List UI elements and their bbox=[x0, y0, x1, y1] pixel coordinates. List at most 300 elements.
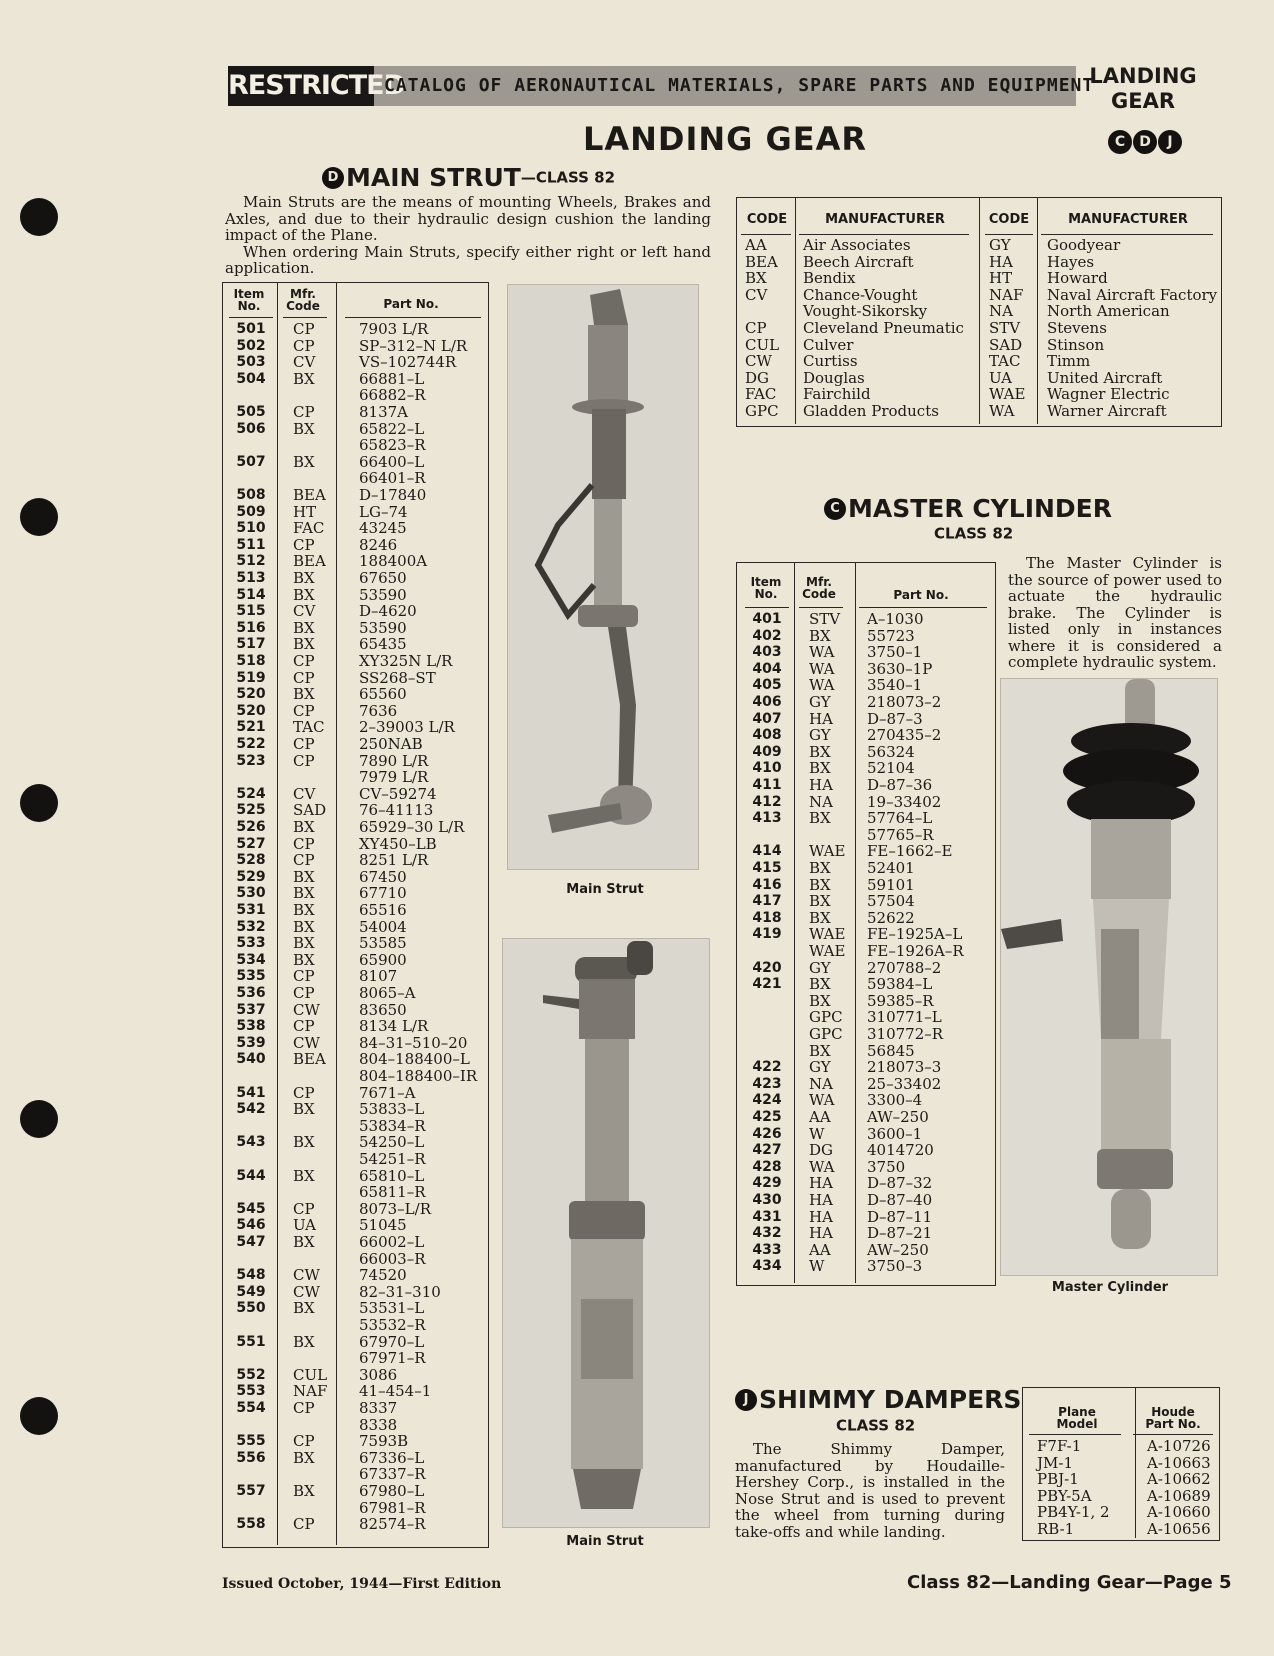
part-number: 270435–2 bbox=[867, 726, 942, 745]
item-number: 508 bbox=[236, 487, 266, 503]
col-header-code: CODE bbox=[988, 212, 1030, 227]
part-number: 3540–1 bbox=[867, 676, 923, 695]
part-number: AW–250 bbox=[867, 1240, 929, 1259]
table-row bbox=[737, 320, 1221, 337]
part-number: 43245 bbox=[359, 519, 407, 538]
code: HT bbox=[989, 269, 1013, 288]
part-number: 310771–L bbox=[867, 1008, 942, 1027]
table-row bbox=[223, 1035, 488, 1052]
item-number: 422 bbox=[752, 1059, 782, 1076]
item-number: 510 bbox=[236, 520, 266, 537]
part-number: D–87–21 bbox=[867, 1224, 933, 1243]
table-row bbox=[737, 794, 995, 811]
code: NA bbox=[989, 302, 1013, 321]
header-rule bbox=[345, 317, 481, 318]
item-number: 427 bbox=[752, 1142, 782, 1159]
table-row bbox=[737, 860, 995, 877]
mfr-code: CW bbox=[293, 1033, 320, 1052]
item-number: 543 bbox=[236, 1134, 266, 1151]
section-label-line2: GEAR bbox=[1110, 89, 1175, 113]
mfr-code: DG bbox=[809, 1141, 834, 1160]
part-number: 67980–L bbox=[359, 1482, 425, 1500]
table-row bbox=[737, 1043, 995, 1060]
section-label bbox=[1088, 64, 1198, 114]
table-row bbox=[223, 902, 488, 919]
item-number: 431 bbox=[752, 1208, 782, 1225]
item-number: 423 bbox=[752, 1075, 782, 1092]
table-row bbox=[737, 744, 995, 761]
section-title: SHIMMY DAMPERS bbox=[759, 1385, 1022, 1414]
mfr-code: CP bbox=[293, 834, 315, 853]
table-row bbox=[737, 370, 1221, 387]
manufacturer-name: Culver bbox=[803, 335, 854, 354]
col-header-mfr: Mfr. Code bbox=[286, 287, 320, 313]
houde-part-number: A-10689 bbox=[1147, 1486, 1211, 1505]
part-number: 55723 bbox=[867, 626, 915, 645]
mfr-code: WA bbox=[809, 659, 835, 678]
table-row bbox=[737, 353, 1221, 370]
table-row bbox=[223, 1383, 488, 1400]
mfr-code: CP bbox=[293, 851, 315, 870]
item-number: 534 bbox=[236, 951, 266, 968]
item-number: 529 bbox=[236, 868, 266, 885]
part-number: 59101 bbox=[867, 875, 915, 894]
code: GY bbox=[989, 236, 1011, 254]
mfr-code: HA bbox=[809, 1224, 833, 1243]
item-number: 519 bbox=[236, 669, 266, 686]
table-row bbox=[737, 386, 1221, 403]
part-number: 82–31–310 bbox=[359, 1282, 441, 1301]
part-number: 66401–R bbox=[359, 469, 426, 488]
part-number: 3086 bbox=[359, 1365, 398, 1384]
mfr-code: CP bbox=[293, 403, 315, 421]
table-row bbox=[223, 819, 488, 836]
footer-issued: Issued October, 1944—First Edition bbox=[222, 1576, 502, 1592]
part-number: 57504 bbox=[867, 892, 915, 911]
plane-model: PBY-5A bbox=[1037, 1486, 1092, 1505]
section-class: —CLASS 82 bbox=[520, 168, 616, 187]
mfr-code: BEA bbox=[293, 486, 326, 504]
item-number: 535 bbox=[236, 968, 266, 985]
page-title: LANDING GEAR bbox=[582, 120, 868, 158]
part-number: 7593B bbox=[359, 1432, 409, 1451]
mfr-code: BX bbox=[809, 742, 831, 761]
main-strut-description bbox=[225, 194, 711, 277]
part-number: 7890 L/R bbox=[359, 751, 429, 770]
header-rule bbox=[799, 607, 843, 608]
mfr-code: BX bbox=[293, 950, 315, 969]
code: UA bbox=[989, 368, 1013, 387]
part-number: 53833–L bbox=[359, 1100, 425, 1119]
mfr-code: CP bbox=[293, 1083, 315, 1102]
item-number: 414 bbox=[752, 843, 782, 860]
item-number: 516 bbox=[236, 619, 266, 636]
part-number: 65560 bbox=[359, 685, 407, 704]
manufacturer-name: Cleveland Pneumatic bbox=[803, 319, 964, 337]
mfr-code: GY bbox=[809, 693, 831, 711]
section-label-line1: LANDING bbox=[1089, 64, 1197, 88]
manufacturer-name: Timm bbox=[1047, 352, 1091, 371]
manufacturer-name: Vought-Sikorsky bbox=[803, 302, 928, 321]
mfr-code: HA bbox=[809, 1207, 833, 1226]
item-number: 433 bbox=[752, 1241, 782, 1258]
part-number: 83650 bbox=[359, 1000, 407, 1019]
item-number: 421 bbox=[752, 976, 782, 993]
item-number: 408 bbox=[752, 727, 782, 744]
main-strut-caption-2: Main Strut bbox=[566, 1534, 644, 1549]
header-rule bbox=[1041, 234, 1213, 235]
table-row bbox=[223, 670, 488, 687]
code: CV bbox=[745, 285, 768, 304]
part-number: 218073–3 bbox=[867, 1058, 942, 1077]
part-number: 3630–1P bbox=[867, 659, 933, 678]
item-number: 425 bbox=[752, 1109, 782, 1125]
item-number: 554 bbox=[236, 1400, 266, 1416]
item-number: 512 bbox=[236, 553, 266, 570]
table-row bbox=[223, 1267, 488, 1284]
table-row bbox=[737, 1192, 995, 1209]
part-number: 2–39003 L/R bbox=[359, 718, 455, 737]
mfr-code: BX bbox=[293, 419, 315, 438]
item-number: 515 bbox=[236, 603, 266, 620]
table-row bbox=[737, 893, 995, 910]
table-row bbox=[737, 1059, 995, 1076]
table-row bbox=[737, 1026, 995, 1043]
cylinder-illustration bbox=[1001, 679, 1217, 1275]
item-number: 430 bbox=[752, 1192, 782, 1208]
part-number: 52622 bbox=[867, 908, 915, 927]
mfr-code: GY bbox=[809, 1058, 831, 1077]
table-row bbox=[223, 454, 488, 471]
table-row bbox=[223, 620, 488, 637]
item-number: 521 bbox=[236, 719, 266, 736]
table-row bbox=[737, 403, 1221, 420]
item-number: 520 bbox=[236, 686, 266, 703]
code: GPC bbox=[745, 402, 779, 420]
table-row bbox=[223, 919, 488, 936]
code: AA bbox=[745, 236, 767, 254]
mfr-code: CV bbox=[293, 353, 316, 372]
table-row bbox=[737, 1109, 995, 1126]
table-row bbox=[223, 587, 488, 604]
table-row bbox=[223, 769, 488, 786]
mfr-code: HA bbox=[809, 709, 833, 728]
table-row bbox=[223, 1201, 488, 1218]
part-number: 66882–R bbox=[359, 386, 426, 405]
part-number: FE–1662–E bbox=[867, 842, 953, 861]
code: CP bbox=[745, 319, 767, 337]
item-number: 406 bbox=[752, 694, 782, 710]
item-number: 531 bbox=[236, 902, 266, 918]
table-row bbox=[223, 1350, 488, 1367]
table-row bbox=[737, 810, 995, 827]
part-number: 7903 L/R bbox=[359, 320, 429, 338]
mfr-code: BX bbox=[809, 809, 831, 828]
table-row bbox=[223, 371, 488, 388]
mfr-code: CV bbox=[293, 602, 316, 621]
table-row bbox=[223, 1018, 488, 1035]
table-row bbox=[223, 470, 488, 487]
shimmy-dampers-class bbox=[836, 1415, 915, 1435]
mfr-code: WAE bbox=[809, 925, 846, 944]
mfr-code: BX bbox=[293, 569, 315, 587]
col-header-part: Part No. bbox=[383, 297, 439, 311]
header-rule bbox=[1029, 1434, 1121, 1435]
strut-illustration bbox=[503, 939, 709, 1527]
mfr-code: BX bbox=[293, 618, 315, 637]
mfr-code: W bbox=[809, 1124, 825, 1143]
item-number: 509 bbox=[236, 503, 266, 520]
houde-part-number: A-10662 bbox=[1147, 1470, 1211, 1489]
item-number: 402 bbox=[752, 627, 782, 644]
item-number: 542 bbox=[236, 1101, 266, 1118]
table-row bbox=[223, 968, 488, 985]
item-number: 503 bbox=[236, 354, 266, 371]
table-row bbox=[737, 943, 995, 960]
table-row bbox=[223, 636, 488, 653]
code: HA bbox=[989, 252, 1013, 271]
table-row bbox=[223, 1433, 488, 1450]
table-row bbox=[223, 387, 488, 404]
section-title: MASTER CYLINDER bbox=[848, 494, 1113, 523]
item-number: 426 bbox=[752, 1125, 782, 1142]
table-row bbox=[737, 628, 995, 645]
item-number: 424 bbox=[752, 1092, 782, 1109]
item-number: 527 bbox=[236, 835, 266, 852]
part-number: 8251 L/R bbox=[359, 851, 429, 870]
item-number: 416 bbox=[752, 876, 782, 893]
mfr-code: CP bbox=[293, 336, 315, 355]
binder-hole bbox=[20, 1397, 58, 1435]
mfr-code: BX bbox=[293, 1166, 315, 1185]
mfr-code: HA bbox=[809, 776, 833, 794]
code: NAF bbox=[989, 285, 1024, 304]
item-number: 514 bbox=[236, 586, 266, 603]
master-cylinder-heading bbox=[824, 494, 1112, 523]
table-row bbox=[223, 570, 488, 587]
header-rule bbox=[859, 607, 987, 608]
main-strut-caption-1: Main Strut bbox=[566, 882, 644, 897]
item-number: 404 bbox=[752, 660, 782, 677]
table-row bbox=[223, 869, 488, 886]
table-row bbox=[223, 520, 488, 537]
table-row bbox=[223, 504, 488, 521]
mfr-code: WA bbox=[809, 1157, 835, 1176]
table-row bbox=[223, 1284, 488, 1301]
mfr-code: WAE bbox=[809, 842, 846, 861]
master-cylinder-photo bbox=[1000, 678, 1218, 1276]
code: FAC bbox=[745, 385, 777, 404]
manufacturer-name: Warner Aircraft bbox=[1047, 402, 1167, 420]
mfr-code: NA bbox=[809, 792, 833, 811]
part-number: 66400–L bbox=[359, 452, 425, 471]
part-number: 59385–R bbox=[867, 991, 934, 1010]
mfr-code: BX bbox=[293, 917, 315, 936]
item-number: 523 bbox=[236, 752, 266, 769]
item-number: 550 bbox=[236, 1300, 266, 1317]
code: STV bbox=[989, 319, 1021, 337]
table-row bbox=[223, 753, 488, 770]
part-number: D–87–3 bbox=[867, 709, 923, 728]
table-row bbox=[223, 354, 488, 371]
part-number: D–87–11 bbox=[867, 1207, 933, 1226]
description-paragraph: Main Struts are the means of mounting Wheels, Brakes and Axles, and due to their hydraulic design cushion the landing impact of the Plane. bbox=[225, 193, 711, 244]
part-number: 270788–2 bbox=[867, 958, 942, 977]
part-number: 3750–3 bbox=[867, 1257, 923, 1276]
table-row bbox=[1023, 1504, 1219, 1521]
table-row bbox=[223, 1101, 488, 1118]
table-row bbox=[223, 1400, 488, 1417]
mfr-code: STV bbox=[809, 610, 841, 628]
table-row bbox=[737, 1175, 995, 1192]
table-row bbox=[737, 237, 1221, 254]
part-number: 53532–R bbox=[359, 1316, 426, 1334]
item-number: 541 bbox=[236, 1084, 266, 1101]
part-number: 65823–R bbox=[359, 436, 426, 455]
table-row bbox=[223, 1151, 488, 1168]
manufacturer-name: Goodyear bbox=[1047, 236, 1121, 254]
code: BX bbox=[745, 269, 767, 288]
table-row bbox=[737, 1225, 995, 1242]
table-row bbox=[223, 1168, 488, 1185]
mfr-code: CW bbox=[293, 1000, 320, 1019]
binder-hole bbox=[20, 1100, 58, 1138]
part-number: SP–312–N L/R bbox=[359, 336, 468, 355]
table-row bbox=[223, 935, 488, 952]
mfr-code: CP bbox=[293, 1515, 315, 1534]
part-number: AW–250 bbox=[867, 1108, 929, 1126]
table-row bbox=[737, 611, 995, 628]
mfr-code: UA bbox=[293, 1216, 317, 1235]
manufacturer-name: Air Associates bbox=[803, 236, 911, 254]
table-row bbox=[223, 1118, 488, 1135]
part-number: VS–102744R bbox=[359, 353, 457, 372]
mfr-code: BX bbox=[293, 369, 315, 388]
part-number: 7671–A bbox=[359, 1083, 416, 1102]
item-number: 520 bbox=[236, 702, 266, 719]
item-number: 545 bbox=[236, 1200, 266, 1217]
part-number: 218073–2 bbox=[867, 693, 942, 711]
part-number: 59384–L bbox=[867, 975, 933, 994]
item-number: 546 bbox=[236, 1217, 266, 1234]
mfr-code: BX bbox=[293, 818, 315, 836]
part-number: 53590 bbox=[359, 585, 407, 604]
table-row bbox=[737, 976, 995, 993]
mfr-code: BX bbox=[293, 1448, 315, 1467]
manufacturer-name: Gladden Products bbox=[803, 402, 939, 420]
manufacturer-name: Bendix bbox=[803, 269, 856, 288]
main-strut-photo-2 bbox=[502, 938, 710, 1528]
mfr-code: CW bbox=[293, 1282, 320, 1301]
header-rule bbox=[283, 317, 327, 318]
table-row bbox=[737, 270, 1221, 287]
item-number: 507 bbox=[236, 453, 266, 470]
part-number: 66881–L bbox=[359, 369, 425, 388]
part-number: 67450 bbox=[359, 867, 407, 886]
header-rule bbox=[985, 234, 1033, 235]
table-row bbox=[737, 843, 995, 860]
manufacturer-name: Hayes bbox=[1047, 252, 1095, 271]
houde-part-number: A-10663 bbox=[1147, 1453, 1211, 1472]
table-row bbox=[223, 686, 488, 703]
item-number: 409 bbox=[752, 743, 782, 760]
col-header-code: CODE bbox=[746, 212, 788, 227]
code: DG bbox=[745, 368, 770, 387]
table-row bbox=[223, 487, 488, 504]
mfr-code: BX bbox=[293, 685, 315, 704]
code: SAD bbox=[989, 335, 1023, 354]
code-badge: D bbox=[1133, 130, 1157, 154]
table-row bbox=[1023, 1438, 1219, 1455]
item-number: 403 bbox=[752, 644, 782, 661]
manufacturer-name: Wagner Electric bbox=[1047, 385, 1170, 404]
item-number: 539 bbox=[236, 1034, 266, 1051]
part-number: 67971–R bbox=[359, 1349, 426, 1368]
item-number: 405 bbox=[752, 677, 782, 694]
mfr-code: BX bbox=[293, 1332, 315, 1351]
master-cylinder-table bbox=[736, 562, 996, 1286]
table-row bbox=[223, 952, 488, 969]
part-number: D–87–36 bbox=[867, 776, 933, 794]
item-number: 518 bbox=[236, 653, 266, 669]
part-number: LG–74 bbox=[359, 502, 408, 521]
table-row bbox=[737, 694, 995, 711]
item-number: 428 bbox=[752, 1158, 782, 1175]
mfr-code: BX bbox=[809, 1041, 831, 1060]
manufacturer-code-table bbox=[736, 197, 1222, 427]
mfr-code: CV bbox=[293, 784, 316, 803]
part-number: D–4620 bbox=[359, 602, 417, 621]
part-number: 3600–1 bbox=[867, 1124, 923, 1143]
mfr-code: CP bbox=[293, 1432, 315, 1451]
part-number: 8137A bbox=[359, 403, 409, 421]
mfr-code: TAC bbox=[293, 718, 325, 737]
table-row bbox=[737, 926, 995, 943]
part-number: 67337–R bbox=[359, 1465, 426, 1484]
mfr-code: BX bbox=[293, 635, 315, 654]
manufacturer-name: Beech Aircraft bbox=[803, 252, 914, 271]
table-row bbox=[1023, 1455, 1219, 1472]
section-letter-badge: D bbox=[322, 167, 344, 189]
master-cylinder-caption: Master Cylinder bbox=[1051, 1280, 1169, 1295]
table-row bbox=[223, 885, 488, 902]
part-number: XY450–LB bbox=[359, 834, 437, 853]
part-number: 65900 bbox=[359, 950, 407, 969]
mfr-code: FAC bbox=[293, 519, 325, 538]
col-header-houde-part: Houde Part No. bbox=[1145, 1405, 1201, 1431]
manufacturer-name: Chance-Vought bbox=[803, 285, 918, 304]
part-number: 8134 L/R bbox=[359, 1017, 429, 1036]
table-row bbox=[223, 836, 488, 853]
item-number: 401 bbox=[752, 611, 782, 627]
manufacturer-name: Douglas bbox=[803, 368, 865, 387]
table-row bbox=[223, 1300, 488, 1317]
item-number: 525 bbox=[236, 802, 266, 819]
item-number: 432 bbox=[752, 1225, 782, 1242]
table-row bbox=[223, 537, 488, 554]
mfr-code: CP bbox=[293, 967, 315, 986]
table-row bbox=[737, 1242, 995, 1259]
part-number: CV–59274 bbox=[359, 784, 437, 803]
part-number: 8107 bbox=[359, 967, 398, 986]
header-rule bbox=[1133, 1434, 1213, 1435]
mfr-code: WA bbox=[809, 676, 835, 695]
item-number: 410 bbox=[752, 760, 782, 777]
part-number: 67970–L bbox=[359, 1332, 425, 1351]
table-row bbox=[223, 1500, 488, 1517]
table-row bbox=[223, 1334, 488, 1351]
mfr-code: BX bbox=[293, 452, 315, 471]
